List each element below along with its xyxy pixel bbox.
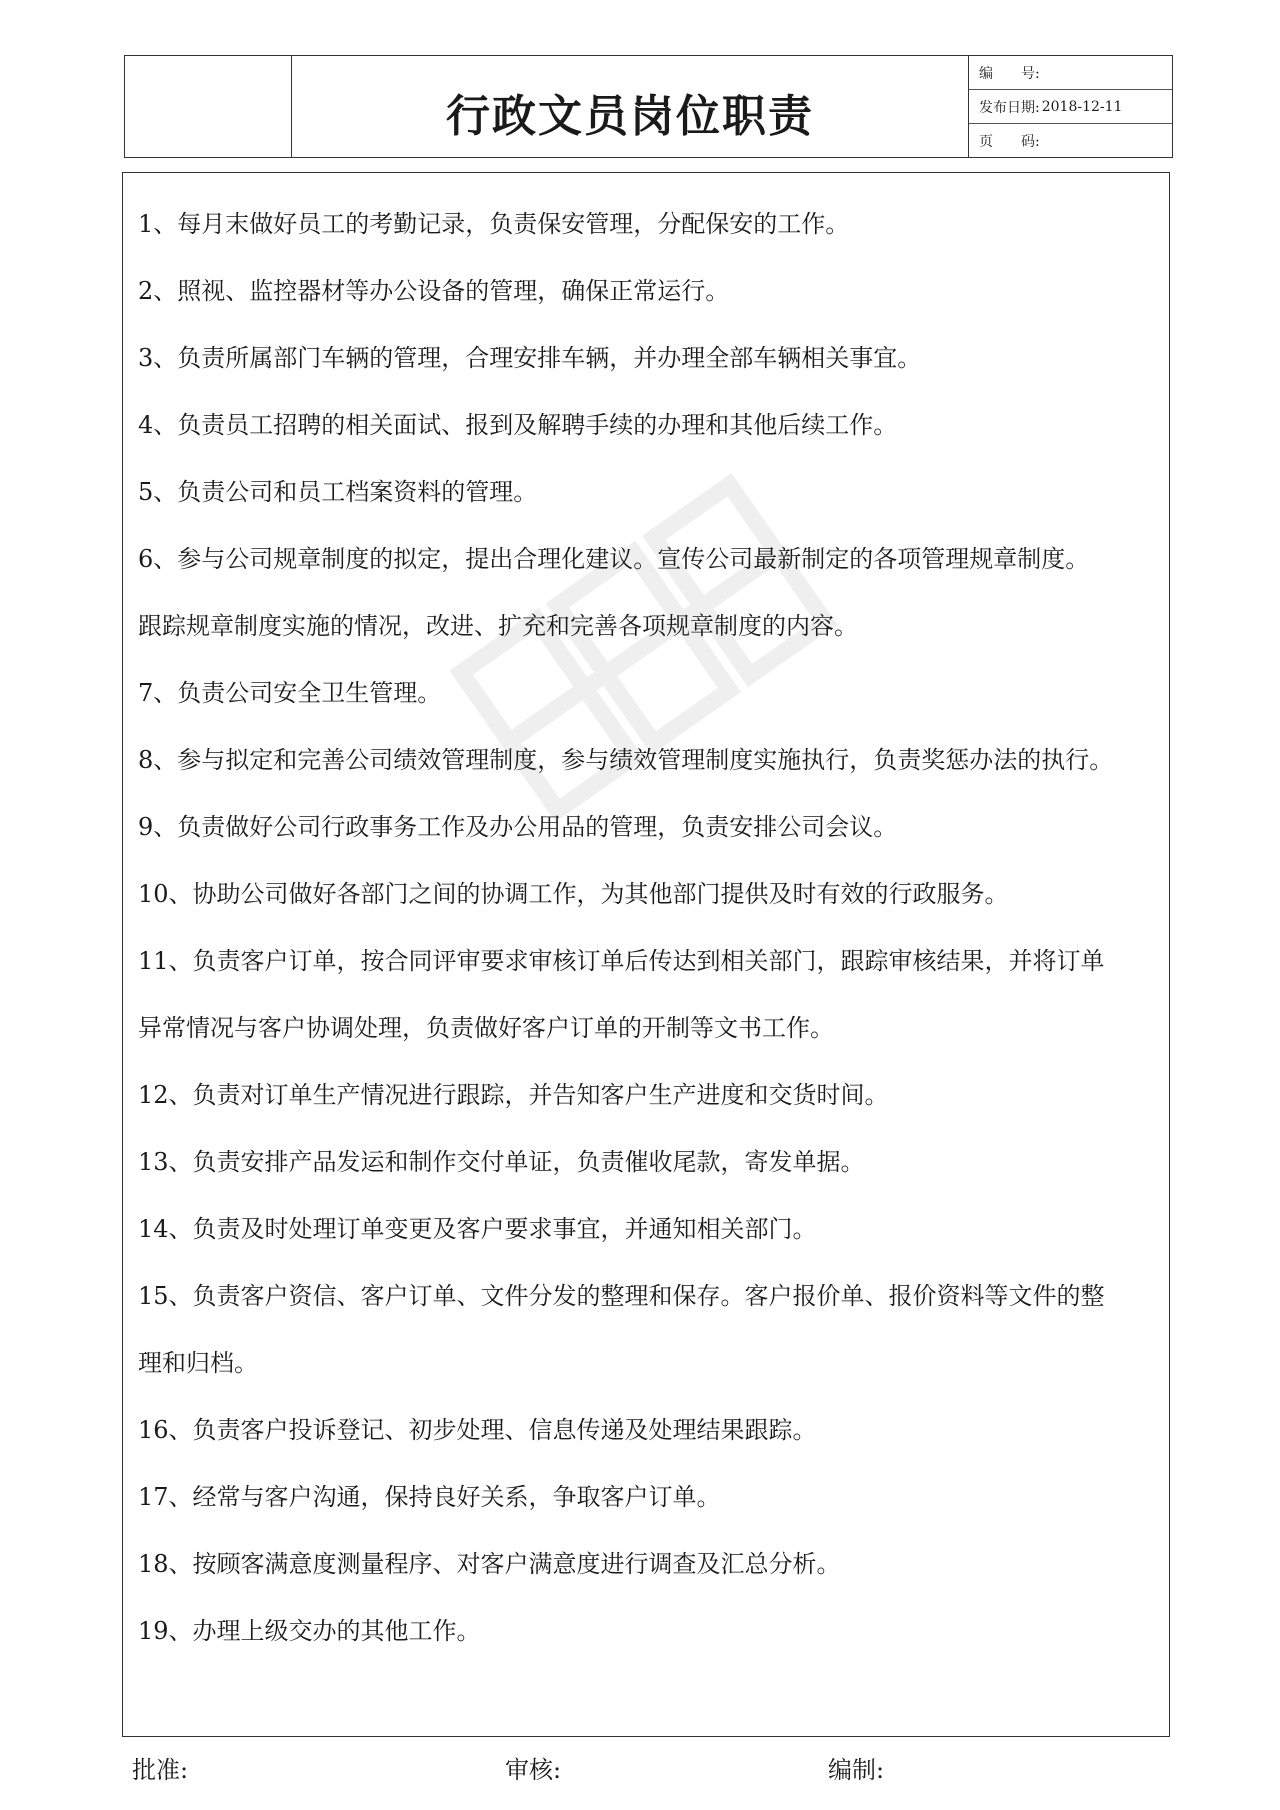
review-label: 审核: [505, 1756, 562, 1784]
title-cell [292, 56, 969, 157]
duty-item [138, 325, 1155, 392]
duty-line: 跟踪规章制度实施的情况，改进、扩充和完善各项规章制度的内容。 [138, 612, 858, 640]
duty-line: 6、参与公司规章制度的拟定，提出合理化建议。宣传公司最新制定的各项管理规章制度。 [138, 545, 1090, 573]
duty-item [138, 1263, 1155, 1397]
duty-line: 12、负责对订单生产情况进行跟踪，并告知客户生产进度和交货时间。 [138, 1081, 889, 1109]
meta-row-date [969, 90, 1172, 124]
duty-line: 11、负责客户订单，按合同评审要求审核订单后传达到相关部门，跟踪审核结果，并将订单 [138, 947, 1105, 975]
duty-item [138, 660, 1155, 727]
duty-line: 7、负责公司安全卫生管理。 [138, 679, 442, 707]
duty-item [138, 1464, 1155, 1531]
duty-item [138, 1531, 1155, 1598]
duty-line: 16、负责客户投诉登记、初步处理、信息传递及处理结果跟踪。 [138, 1416, 817, 1444]
duty-line: 5、负责公司和员工档案资料的管理。 [138, 478, 538, 506]
duty-item [138, 459, 1155, 526]
meta-key: 发布日期: [979, 99, 1040, 116]
duty-line: 8、参与拟定和完善公司绩效管理制度，参与绩效管理制度实施执行，负责奖惩办法的执行。 [138, 746, 1114, 774]
duty-line: 3、负责所属部门车辆的管理，合理安排车辆，并办理全部车辆相关事宜。 [138, 344, 922, 372]
duty-item [138, 861, 1155, 928]
prepare-label: 编制: [828, 1756, 885, 1784]
duties-list [122, 172, 1170, 1737]
duty-item [138, 928, 1155, 1062]
duty-line: 异常情况与客户协调处理，负责做好客户订单的开制等文书工作。 [138, 1014, 834, 1042]
duty-line: 1、每月末做好员工的考勤记录，负责保安管理，分配保安的工作。 [138, 210, 850, 238]
meta-key: 编 号: [979, 65, 1040, 82]
duty-line: 17、经常与客户沟通，保持良好关系，争取客户订单。 [138, 1483, 721, 1511]
duty-line: 13、负责安排产品发运和制作交付单证，负责催收尾款，寄发单据。 [138, 1148, 865, 1176]
duty-item [138, 1598, 1155, 1665]
duty-line: 理和归档。 [138, 1349, 258, 1377]
approve-label: 批准: [132, 1756, 189, 1784]
duty-item [138, 258, 1155, 325]
duty-item [138, 392, 1155, 459]
duty-item [138, 1397, 1155, 1464]
duty-line: 2、照视、监控器材等办公设备的管理，确保正常运行。 [138, 277, 730, 305]
duty-line: 10、协助公司做好各部门之间的协调工作，为其他部门提供及时有效的行政服务。 [138, 880, 1009, 908]
meta-key: 页 码: [979, 133, 1040, 150]
meta-row-number [969, 56, 1172, 90]
duty-item [138, 1062, 1155, 1129]
duty-line: 18、按顾客满意度测量程序、对客户满意度进行调查及汇总分析。 [138, 1550, 841, 1578]
duty-line: 15、负责客户资信、客户订单、文件分发的整理和保存。客户报价单、报价资料等文件的整 [138, 1282, 1105, 1310]
duty-line: 4、负责员工招聘的相关面试、报到及解聘手续的办理和其他后续工作。 [138, 411, 898, 439]
duty-item [138, 1196, 1155, 1263]
duty-line: 9、负责做好公司行政事务工作及办公用品的管理，负责安排公司会议。 [138, 813, 898, 841]
meta-value: 2018-12-11 [1041, 98, 1123, 115]
document-header [124, 55, 1173, 158]
meta-cell [969, 56, 1172, 157]
duty-line: 14、负责及时处理订单变更及客户要求事宜，并通知相关部门。 [138, 1215, 817, 1243]
document-title: 行政文员岗位职责 [446, 90, 814, 142]
duty-item [138, 794, 1155, 861]
duty-item [138, 727, 1155, 794]
duty-item [138, 191, 1155, 258]
logo-cell [125, 56, 292, 157]
duty-item [138, 1129, 1155, 1196]
duty-item [138, 526, 1155, 660]
signature-footer [0, 1750, 1280, 1790]
meta-row-page [969, 124, 1172, 157]
duty-line: 19、办理上级交办的其他工作。 [138, 1617, 481, 1645]
